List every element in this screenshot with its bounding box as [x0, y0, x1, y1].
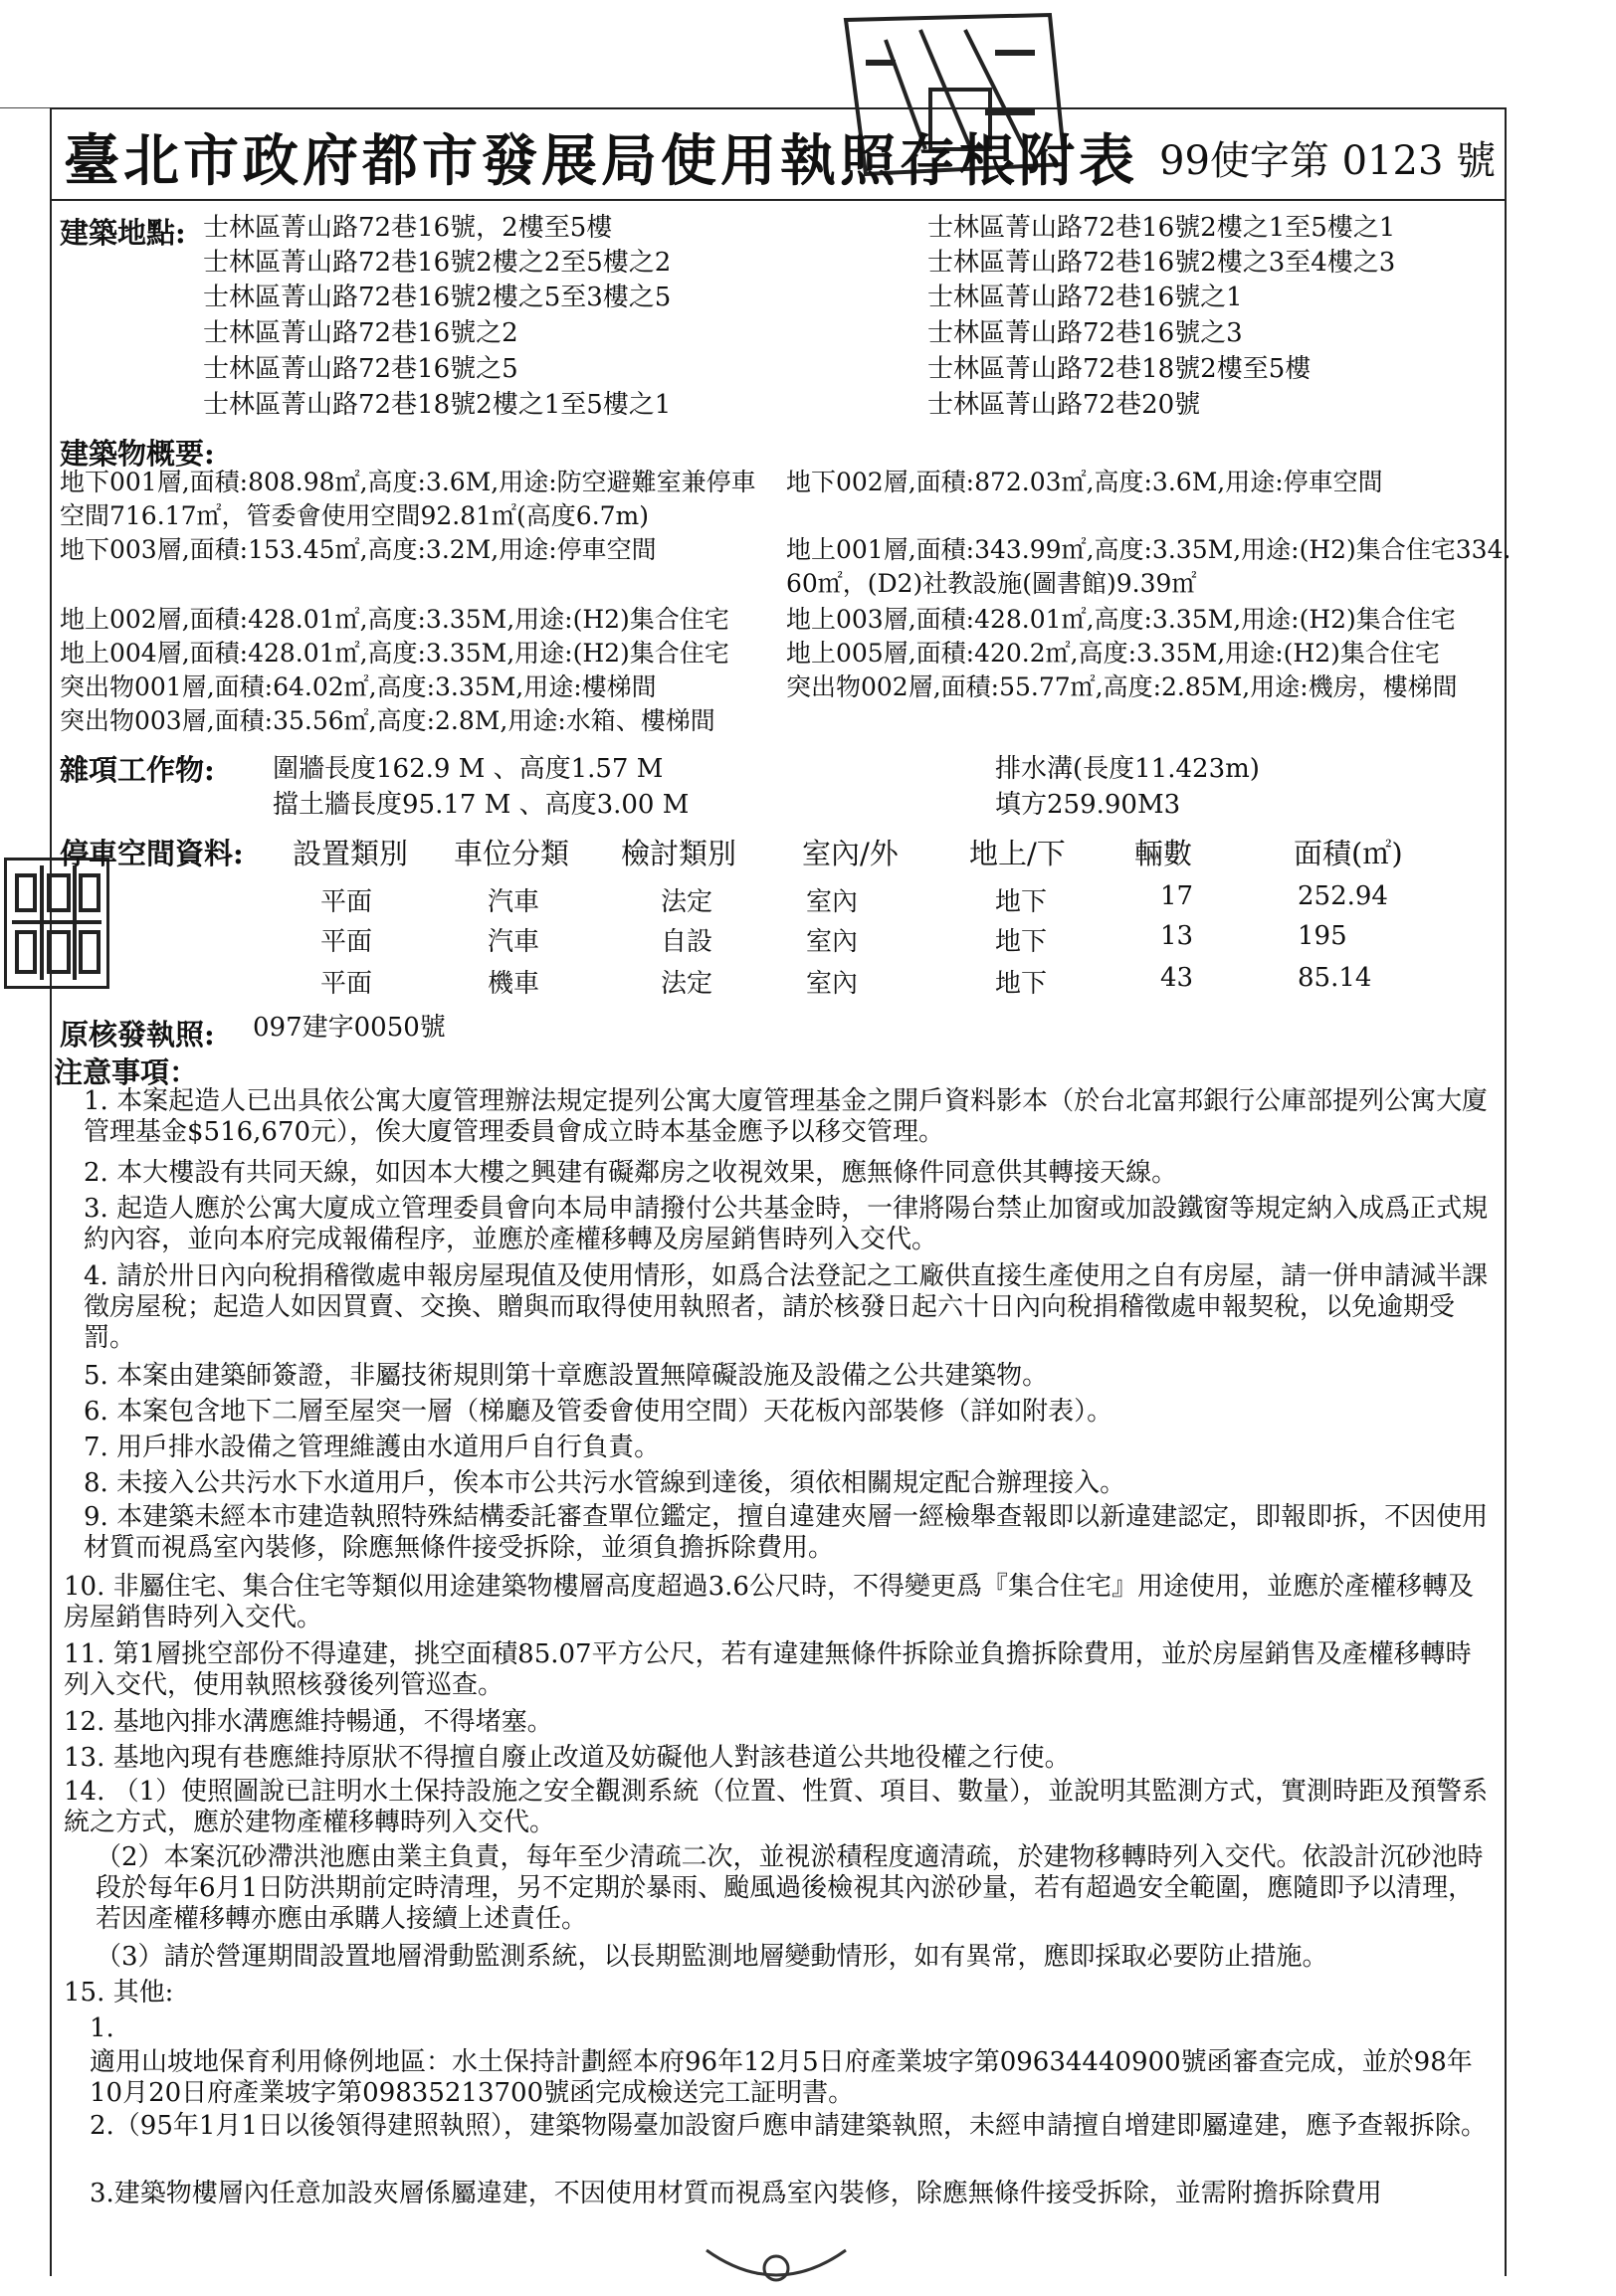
- parking-cell: 195: [1298, 921, 1347, 951]
- note-item-15: 15. 其他:: [64, 1978, 174, 2008]
- note-item-9: 9. 本建築未經本市建造執照特殊結構委託審查單位鑑定，擅自違建夾層一經檢舉查報即以新違建認定，即報即拆，不因使用材質而視爲室內裝修，除應無條件接受拆除，並須負擔拆除費用。: [84, 1502, 1489, 1563]
- parking-cell: 法定: [661, 887, 713, 917]
- top-margin-line: [0, 107, 50, 108]
- notes-label: 注意事項：: [54, 1055, 199, 1089]
- original-permit-label: 原核發執照:: [60, 1018, 215, 1052]
- frame-right-border: [1505, 107, 1507, 2276]
- original-permit-value: 097建字0050號: [253, 1013, 446, 1043]
- location-right-3: 士林區菁山路72巷16號之3: [927, 318, 1243, 348]
- misc-label: 雜項工作物:: [60, 753, 215, 787]
- note-item-11: 11. 第1層挑空部份不得違建，挑空面積85.07平方公尺，若有違建無條件拆除並負擔拆除費用，並於房屋銷售及產權移轉時列入交代，使用執照核發後列管巡查。: [64, 1639, 1472, 1700]
- overview-b1-line2: 空間716.17㎡，管委會使用空間92.81㎡(高度6.7m): [60, 501, 650, 530]
- note-item-2: 2. 本大樓設有共同天線，如因本大樓之興建有礙鄰房之收視效果，應無條件同意供其轉接天線。: [84, 1158, 1178, 1188]
- location-right-5: 士林區菁山路72巷20號: [927, 390, 1201, 420]
- location-left-3: 士林區菁山路72巷16號之2: [203, 318, 518, 348]
- note-item-15-1-text: 適用山坡地保育利用條例地區：水土保持計劃經本府96年12月5日府產業坡字第09634440900號函審查完成，並於98年10月20日府產業坡字第09835213700號函完成檢送完工証明書。: [90, 2047, 1473, 2108]
- location-left-0: 士林區菁山路72巷16號，2樓至5樓: [203, 213, 613, 243]
- misc-right-2: 填方259.90M3: [995, 790, 1181, 820]
- overview-f5: 地上005層,面積:420.2㎡,高度:3.35M,用途:(H2)集合住宅: [786, 639, 1440, 668]
- note-item-4: 4. 請於卅日內向稅捐稽徵處申報房屋現值及使用情形，如爲合法登記之工廠供直接生產使用之自有房屋，請一併申請減半課徵房屋稅；起造人如因買賣、交換、贈與而取得使用執照者，請於核發日起六十日內向稅捐稽徵處申報契稅，以免逾期受罰。: [84, 1261, 1489, 1353]
- seal-stamp-bottom: [697, 2240, 856, 2296]
- overview-f2: 地上002層,面積:428.01㎡,高度:3.35M,用途:(H2)集合住宅: [60, 605, 729, 634]
- overview-f1-line1: 地上001層,面積:343.99㎡,高度:3.35M,用途:(H2)集合住宅334.: [786, 535, 1512, 564]
- note-item-15-1: 1.: [90, 2013, 114, 2043]
- note-item-5: 5. 本案由建築師簽證，非屬技術規則第十章應設置無障礙設施及設備之公共建築物。: [84, 1361, 1049, 1391]
- parking-cell: 地下: [995, 887, 1048, 917]
- document-title: 臺北市政府都市發展局使用執照存根附表: [64, 128, 1138, 194]
- overview-label: 建築物概要:: [60, 437, 215, 471]
- parking-header-1: 車位分類: [454, 837, 570, 870]
- location-right-2: 士林區菁山路72巷16號之1: [927, 283, 1243, 312]
- parking-header-5: 輛數: [1134, 837, 1193, 870]
- location-left-1: 士林區菁山路72巷16號2樓之2至5樓之2: [203, 248, 672, 278]
- overview-f4: 地上004層,面積:428.01㎡,高度:3.35M,用途:(H2)集合住宅: [60, 639, 729, 668]
- permit-number: 99使字第 0123 號: [1159, 138, 1497, 184]
- parking-header-2: 檢討類別: [621, 837, 737, 870]
- overview-f3: 地上003層,面積:428.01㎡,高度:3.35M,用途:(H2)集合住宅: [786, 605, 1456, 634]
- location-label: 建築地點:: [60, 216, 186, 250]
- note-item-12: 12. 基地內排水溝應維持暢通，不得堵塞。: [64, 1707, 553, 1737]
- parking-label: 停車空間資料:: [60, 837, 244, 870]
- parking-cell: 室內: [806, 887, 859, 917]
- note-item-15-3: 3.建築物樓層內任意加設夾層係屬違建，不因使用材質而視爲室內裝修，除應無條件接受拆除，並需附擔拆除費用: [90, 2179, 1382, 2208]
- note-item-3: 3. 起造人應於公寓大廈成立管理委員會向本局申請撥付公共基金時，一律將陽台禁止加窗或加設鐵窗等規定納入成爲正式規約內容，並向本府完成報備程序，並應於產權移轉及房屋銷售時列入交代。: [84, 1194, 1489, 1254]
- parking-cell: 法定: [661, 969, 713, 999]
- location-right-0: 士林區菁山路72巷16號2樓之1至5樓之1: [927, 213, 1396, 243]
- location-right-1: 士林區菁山路72巷16號2樓之3至4樓之3: [927, 248, 1396, 278]
- parking-cell: 13: [1160, 921, 1194, 951]
- note-item-14-1: 14. （1）使照圖說已註明水土保持設施之安全觀測系統（位置、性質、項目、數量），並說明其監測方式，實測時距及預警系統之方式，應於建物產權移轉時列入交代。: [64, 1777, 1489, 1837]
- parking-header-4: 地上/下: [969, 837, 1066, 870]
- overview-b3: 地下003層,面積:153.45㎡,高度:3.2M,用途:停車空間: [60, 535, 657, 564]
- misc-left-2: 擋土牆長度95.17 M 、高度3.00 M: [273, 790, 690, 820]
- note-item-8: 8. 未接入公共污水下水道用戶，俟本市公共污水管線到達後，須依相關規定配合辦理接入。: [84, 1468, 1126, 1498]
- note-item-14-3: （3）請於營運期間設置地層滑動監測系統，以長期監測地層變動情形，如有異常，應即採取必要防止措施。: [96, 1942, 1328, 1972]
- parking-cell: 17: [1160, 881, 1194, 911]
- location-left-4: 士林區菁山路72巷16號之5: [203, 354, 518, 384]
- note-item-7: 7. 用戶排水設備之管理維護由水道用戶自行負責。: [84, 1433, 661, 1462]
- parking-header-0: 設置類別: [293, 837, 409, 870]
- header-divider: [50, 199, 1507, 201]
- parking-cell: 43: [1160, 963, 1194, 993]
- parking-cell: 85.14: [1298, 963, 1372, 993]
- misc-right-1: 排水溝(長度11.423m): [995, 754, 1260, 784]
- parking-cell: 平面: [320, 927, 373, 957]
- note-item-6: 6. 本案包含地下二層至屋突一層（梯廳及管委會使用空間）天花板內部裝修（詳如附表）。: [84, 1397, 1113, 1427]
- parking-cell: 室內: [806, 927, 859, 957]
- parking-cell: 252.94: [1298, 881, 1388, 911]
- frame-left-border: [50, 107, 52, 2276]
- parking-cell: 平面: [320, 887, 373, 917]
- overview-f1-line2: 60㎡，(D2)社教設施(圖書館)9.39㎡: [786, 569, 1197, 598]
- location-right-4: 士林區菁山路72巷18號2樓至5樓: [927, 354, 1312, 384]
- note-item-10: 10. 非屬住宅、集合住宅等類似用途建築物樓層高度超過3.6公尺時，不得變更爲『集合住宅』用途使用，並應於產權移轉及房屋銷售時列入交代。: [64, 1572, 1474, 1632]
- note-item-1: 1. 本案起造人已出具依公寓大廈管理辦法規定提列公寓大廈管理基金之開戶資料影本（於台北富邦銀行公庫部提列公寓大廈管理基金$516,670元），俟大廈管理委員會成立時本基金應予以移交管理。: [84, 1086, 1489, 1147]
- note-item-14-2: （2）本案沉砂滯洪池應由業主負責，每年至少清疏二次，並視淤積程度適清疏，於建物移轉時列入交代。依設計沉砂池時段於每年6月1日防洪期前定時清理，另不定期於暴雨、颱風過後檢視其內淤砂量，若有超過安全範圍，應隨即予以清理，若因產權移轉亦應由承購人接續上述責任。: [96, 1842, 1484, 1934]
- parking-cell: 平面: [320, 969, 373, 999]
- overview-b2: 地下002層,面積:872.03㎡,高度:3.6M,用途:停車空間: [786, 468, 1383, 496]
- note-item-13: 13. 基地內現有巷應維持原狀不得擅自廢止改道及妨礙他人對該巷道公共地役權之行使。: [64, 1743, 1071, 1773]
- parking-cell: 地下: [995, 927, 1048, 957]
- misc-left-1: 圍牆長度162.9 M 、高度1.57 M: [273, 754, 664, 784]
- overview-r3: 突出物003層,面積:35.56㎡,高度:2.8M,用途:水箱、樓梯間: [60, 706, 715, 735]
- overview-r2: 突出物002層,面積:55.77㎡,高度:2.85M,用途:機房，樓梯間: [786, 672, 1458, 701]
- parking-cell: 汽車: [488, 927, 540, 957]
- seal-stamp-side: [4, 858, 109, 989]
- parking-cell: 地下: [995, 969, 1048, 999]
- note-item-15-2: 2.（95年1月1日以後領得建照執照），建築物陽臺加設窗戶應申請建築執照，未經申請擅自增建即屬違建，應予查報拆除。: [90, 2111, 1487, 2141]
- frame-top-border: [50, 107, 1507, 109]
- parking-cell: 機車: [488, 969, 540, 999]
- location-left-2: 士林區菁山路72巷16號2樓之5至3樓之5: [203, 283, 672, 312]
- parking-cell: 自設: [661, 927, 713, 957]
- parking-header-6: 面積(㎡): [1294, 837, 1403, 870]
- parking-header-3: 室內/外: [802, 837, 899, 870]
- parking-cell: 室內: [806, 969, 859, 999]
- parking-cell: 汽車: [488, 887, 540, 917]
- overview-r1: 突出物001層,面積:64.02㎡,高度:3.35M,用途:樓梯間: [60, 672, 657, 701]
- overview-b1-line1: 地下001層,面積:808.98㎡,高度:3.6M,用途:防空避難室兼停車: [60, 468, 756, 496]
- location-left-5: 士林區菁山路72巷18號2樓之1至5樓之1: [203, 390, 672, 420]
